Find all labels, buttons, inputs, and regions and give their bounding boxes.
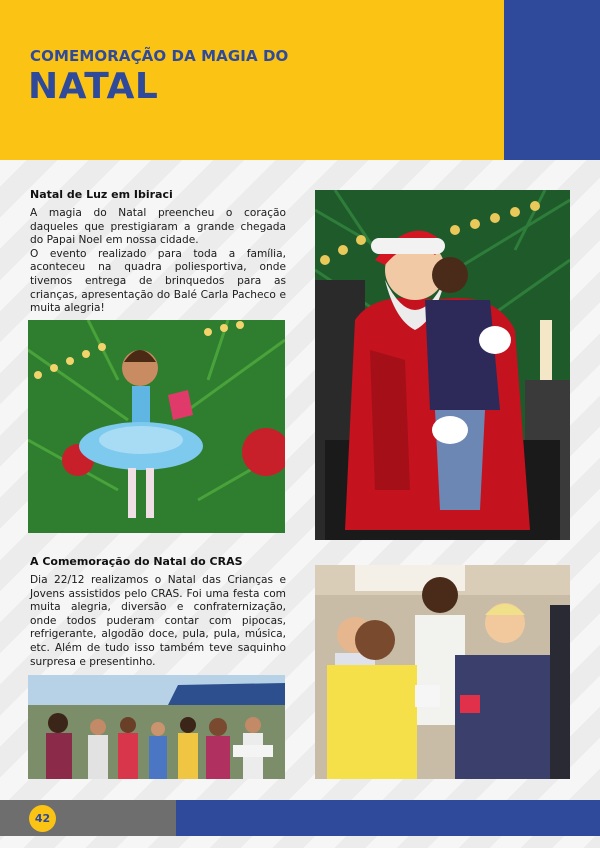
section-title-natal-do-cras: A Comemoração do Natal do CRAS [30,555,243,568]
paragraph: A magia do Natal preencheu o coração daqueles que prestigiaram a grande chegada do Papai Noel em nossa cidade. [30,207,286,247]
page-title: NATAL [28,66,159,107]
section-body-natal-de-luz [30,207,286,316]
paragraph: O evento realizado para toda a família, aconteceu na quadra poliesportiva, onde tivemos entrega de brinquedos para as crianças, apresentação do Balé Carla Pacheco e muita alegria! [30,247,286,315]
section-body-natal-do-cras [30,574,286,669]
photo-kids-smiling [315,565,570,779]
footer-gray-band [0,800,176,836]
photo-ballerina [28,320,285,533]
page-kicker: COMEMORAÇÃO DA MAGIA DO [30,47,289,65]
header-blue-block [504,0,600,160]
photo-santa-with-child [315,190,570,540]
photo-crowd-event [28,675,285,779]
page-number-badge: 42 [29,805,56,832]
paragraph: Dia 22/12 realizamos o Natal das Crianças e Jovens assistidos pelo CRAS. Foi uma festa com muita alegria, diversão e confraternização, onde todos puderam contar com pipocas, refrigerante, algodão doce, pula, pula, música, etc. Além de tudo isso também teve saquinho surpresa e presentinho. [30,574,286,668]
footer-blue-band [176,800,600,836]
section-title-natal-de-luz: Natal de Luz em Ibiraci [30,188,173,201]
